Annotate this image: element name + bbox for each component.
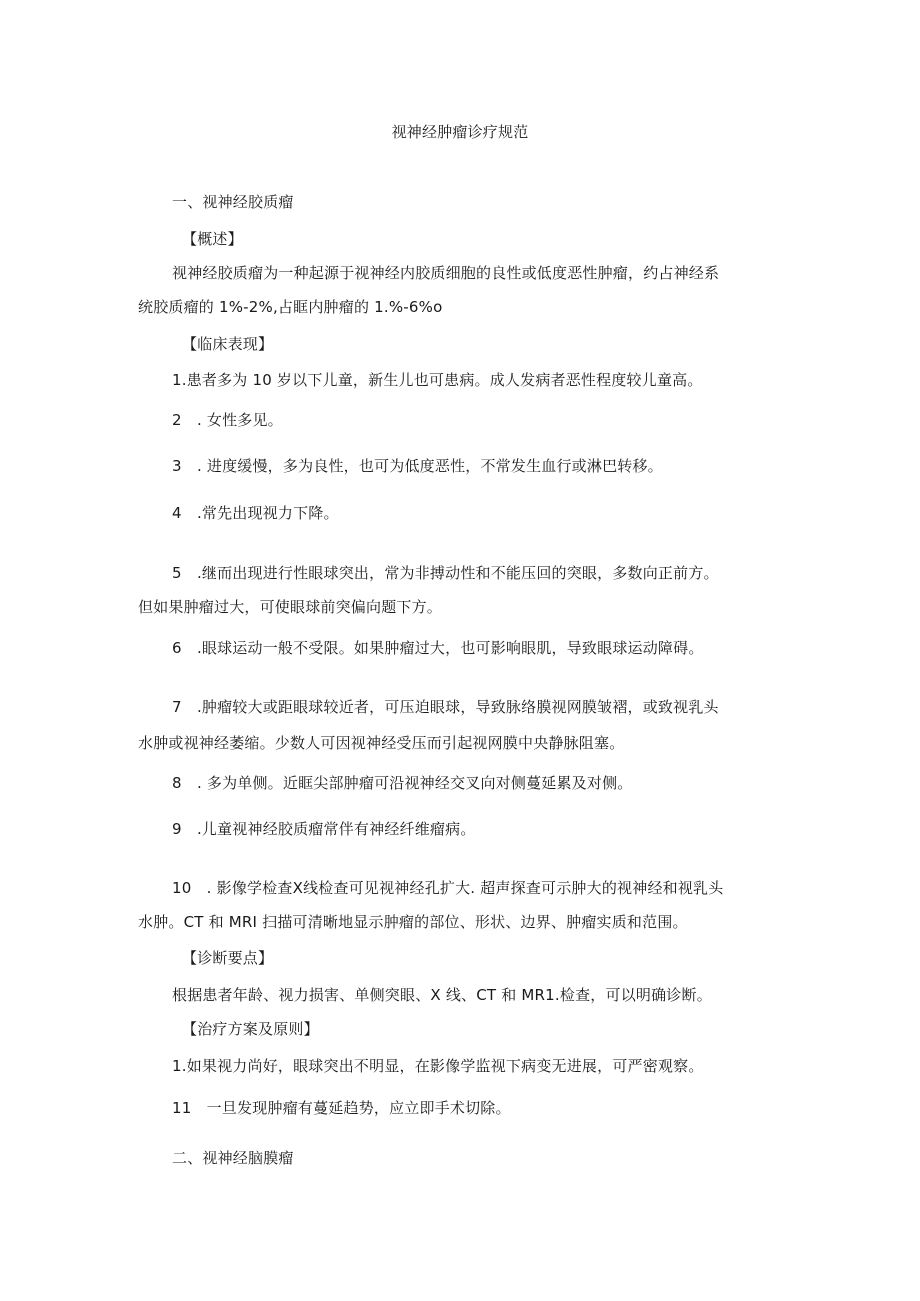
section-heading-glioma: 一、视神经胶质瘤: [172, 193, 294, 211]
treatment-item: 1.如果视力尚好，眼球突出不明显，在影像学监视下病变无进展，可严密观察。: [172, 1057, 704, 1075]
overview-paragraph-line: 视神经胶质瘤为一种起源于视神经内胶质细胞的良性或低度恶性肿瘤，约占神经系: [172, 264, 720, 282]
page-title: 视神经肿瘤诊疗规范: [391, 123, 529, 141]
clinical-item: 1.患者多为 10 岁以下儿童，新生儿也可患病。成人发病者恶性程度较儿童高。: [172, 371, 703, 389]
clinical-item: 3 . 进度缓慢，多为良性，也可为低度恶性，不常发生血行或淋巴转移。: [172, 457, 663, 475]
treatment-item: 11 一旦发现肿瘤有蔓延趋势，应立即手术切除。: [172, 1099, 511, 1117]
clinical-item: 5 .继而出现进行性眼球突出，常为非搏动性和不能压回的突眼，多数向正前方。: [172, 564, 719, 582]
overview-paragraph-line: 统胶质瘤的 1%-2%,占眶内肿瘤的 1.%-6%o: [138, 298, 443, 316]
clinical-item: 但如果肿瘤过大，可使眼球前突偏向题下方。: [138, 598, 443, 616]
treatment-tag: 【治疗方案及原则】: [182, 1020, 319, 1038]
clinical-item: 2 . 女性多见。: [172, 411, 283, 429]
clinical-item: 9 .儿童视神经胶质瘤常伴有神经纤维瘤病。: [172, 820, 476, 838]
clinical-item: 7 .肿瘤较大或距眼球较近者，可压迫眼球，导致脉络膜视网膜皱褶，或致视乳头: [172, 698, 719, 716]
clinical-item: 8 . 多为单侧。近眶尖部肿瘤可沿视神经交叉向对侧蔓延累及对侧。: [172, 774, 633, 792]
clinical-item: 水肿或视神经萎缩。少数人可因视神经受压而引起视网膜中央静脉阻塞。: [138, 734, 625, 752]
section-heading-meningioma: 二、视神经脑膜瘤: [172, 1149, 294, 1167]
clinical-item: 水肿。CT 和 MRI 扫描可清晰地显示肿瘤的部位、形状、边界、肿瘤实质和范围。: [138, 913, 688, 931]
clinical-tag: 【临床表现】: [182, 335, 274, 353]
clinical-item: 6 .眼球运动一般不受限。如果肿瘤过大，也可影响眼肌，导致眼球运动障碍。: [172, 639, 704, 657]
clinical-item: 4 .常先出现视力下降。: [172, 504, 339, 522]
clinical-item: 10 . 影像学检查X线检查可见视神经孔扩大. 超声探查可示肿大的视神经和视乳头: [172, 879, 724, 897]
diagnosis-tag: 【诊断要点】: [182, 949, 274, 967]
diagnosis-paragraph: 根据患者年龄、视力损害、单侧突眼、X 线、CT 和 MR1.检查，可以明确诊断。: [172, 986, 712, 1004]
overview-tag: 【概述】: [182, 230, 243, 248]
